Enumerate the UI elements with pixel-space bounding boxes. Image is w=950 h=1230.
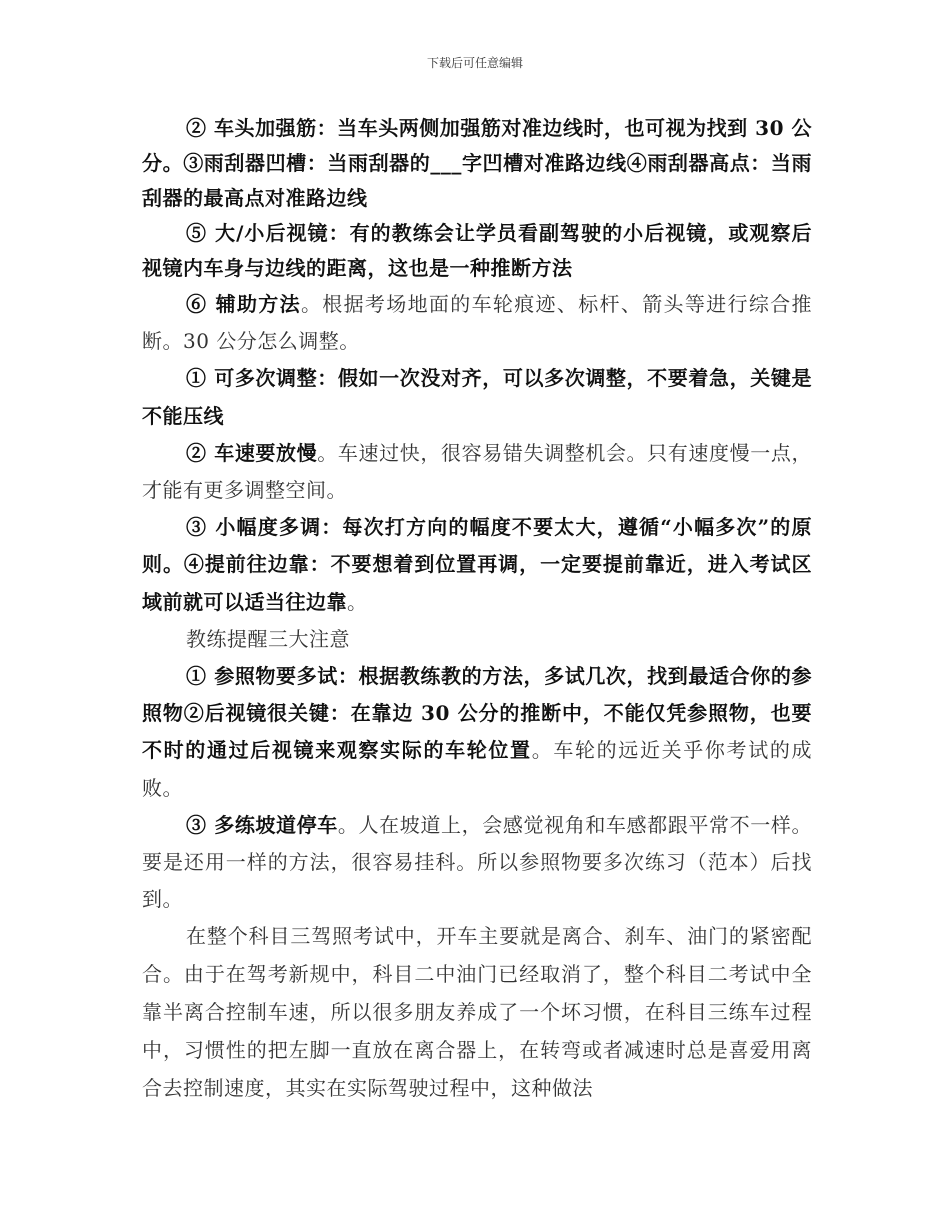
bold-run: ① 参照物要多试：根据教练教的方法，多试几次，找到最适合你的参照物②后视镜很关键：在靠边 30 公分的推断中，不能仅凭参照物，也要不时的通过后视镜来观察实际的车轮位置 (142, 664, 812, 763)
bold-run: ③ 小幅度多调：每次打方向的幅度不要太大，遵循“小幅多次”的原则。④提前往边靠：不要想着到位置再调，一定要提前靠近，进入考试区域前就可以适当往边靠 (142, 515, 812, 614)
text-run: 。车速过快，很容易错失调整机会。只有速度慢一点，才能有更多调整空间。 (142, 440, 813, 503)
bold-run: ⑤ 大/小后视镜：有的教练会让学员看副驾驶的小后视镜，或观察后视镜内车身与边线的距离，这也是一种推断方法 (142, 221, 812, 280)
text-run: 。 (347, 589, 368, 614)
paragraph (142, 509, 812, 621)
document-body (142, 111, 812, 1107)
paragraph (142, 658, 812, 807)
page-header: 下载后可任意编辑 (426, 56, 523, 70)
paragraph (142, 435, 812, 509)
text-run: 。根据考场地面的车轮痕迹、标杆、箭头等进行综合推断。30 公分怎么调整。 (142, 292, 812, 354)
bold-run: ① 可多次调整：假如一次没对齐，可以多次调整，不要着急，关键是不能压线 (142, 366, 812, 428)
paragraph (142, 807, 812, 919)
paragraph (142, 918, 812, 1107)
paragraph (142, 360, 812, 434)
bold-run: ③ 多练坡道停车 (186, 812, 338, 837)
text-run: 教练提醒三大注意 (186, 626, 350, 651)
text-run: 在整个科目三驾照考试中，开车主要就是离合、刹车、油门的紧密配合。由于在驾考新规中，科目二中油门已经取消了，整个科目二考试中全靠半离合控制车速，所以很多朋友养成了一个坏习惯，在科目三练车过程中，习惯性的把左脚一直放在离合器上，在转弯或者减速时总是喜爱用离合去控制速度，其实在实际驾驶过程中，这种做法 (142, 924, 812, 1100)
subheading (142, 621, 812, 658)
bold-run: ⑥ 辅助方法 (186, 292, 301, 316)
paragraph (142, 216, 812, 286)
text-run: 。人在坡道上，会感觉视角和车感都跟平常不一样。要是还用一样的方法，很容易挂科。所以参照物要多次练习（范本）后找到。 (142, 812, 812, 912)
paragraph (142, 286, 812, 360)
paragraph (142, 111, 812, 216)
bold-run: ② 车速要放慢 (186, 440, 318, 465)
text-run: 。车轮的远近关乎你考试的成败。 (142, 738, 813, 800)
bold-run: ② 车头加强筋：当车头两侧加强筋对准边线时，也可视为找到 30 公分。③雨刮器凹槽：当雨刮器的___字凹槽对准路边线④雨刮器高点：当雨刮器的最高点对准路边线 (142, 116, 812, 210)
